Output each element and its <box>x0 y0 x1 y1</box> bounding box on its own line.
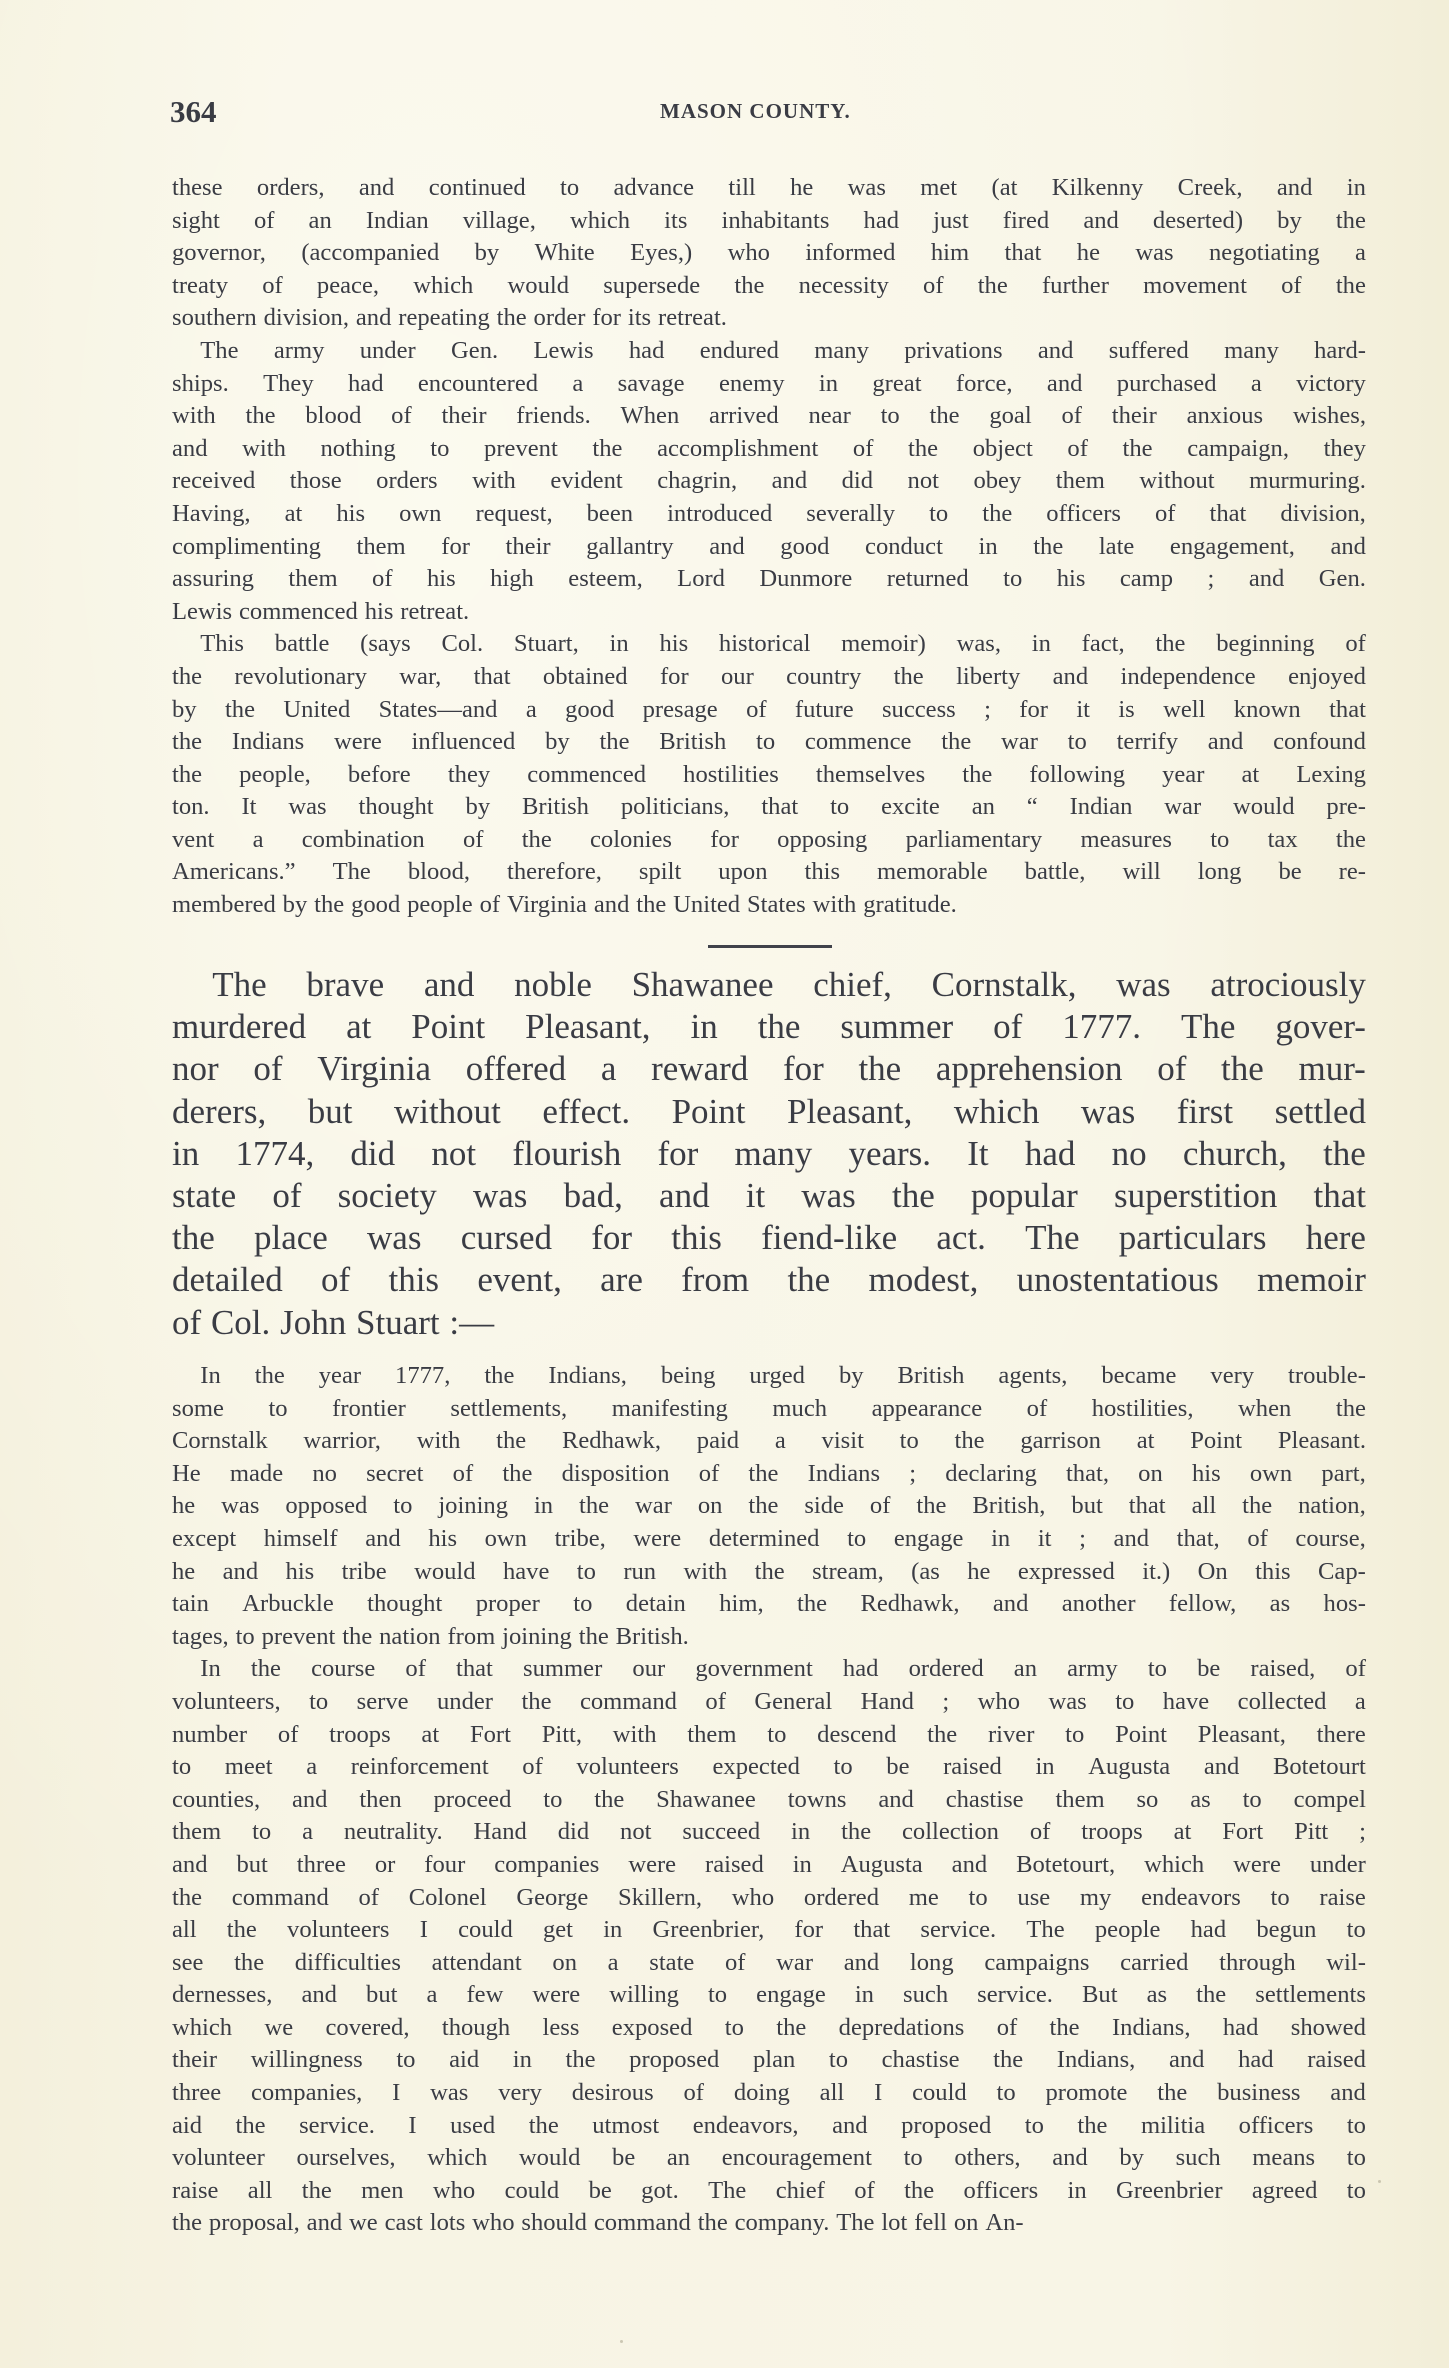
text-line: and but three or four companies were raised in Augusta and Botetourt, which were under <box>172 1850 1366 1878</box>
text-line: the people, before they commenced hostilities themselves the following year at Lexing <box>172 760 1366 788</box>
text-line: volunteer ourselves, which would be an encouragement to others, and by such means to <box>172 2144 1366 2172</box>
text-line: derers, but without effect. Point Pleasant, which was first settled <box>172 1091 1366 1131</box>
text-line: counties, and then proceed to the Shawanee towns and chastise them so as to compel <box>172 1785 1366 1813</box>
running-head <box>170 96 1366 128</box>
text-line: nor of Virginia offered a reward for the apprehension of the mur- <box>172 1049 1366 1089</box>
text-line: membered by the good people of Virginia and the United States with gratitude. <box>172 891 957 919</box>
text-line: them to a neutrality. Hand did not succeed in the collection of troops at Fort Pitt ; <box>172 1818 1366 1846</box>
text-line: the revolutionary war, that obtained for our country the liberty and independence enjoyed <box>172 662 1366 690</box>
text-line: raise all the men who could be got. The chief of the officers in Greenbrier agreed to <box>172 2176 1366 2204</box>
text-line: which we covered, though less exposed to the depredations of the Indians, had showed <box>172 2013 1366 2041</box>
section-cornstalk-intro <box>172 964 1366 1344</box>
text-line: volunteers, to serve under the command of General Hand ; who was to have collected a <box>172 1687 1366 1715</box>
text-line: Lewis commenced his retreat. <box>172 597 470 625</box>
section-divider-rule <box>708 945 832 948</box>
text-line: he and his tribe would have to run with the stream, (as he expressed it.) On this Cap- <box>172 1557 1366 1585</box>
text-line: the Indians were influenced by the British to commence the war to terrify and confound <box>172 728 1366 756</box>
paragraph <box>172 628 1366 921</box>
text-line: sight of an Indian village, which its inhabitants had just fired and deserted) by the <box>172 206 1366 234</box>
running-title: MASON COUNTY. <box>660 99 851 123</box>
text-line: murdered at Point Pleasant, in the summer of 1777. The gover- <box>172 1007 1366 1047</box>
text-line: he was opposed to joining in the war on the side of the British, but that all the nation, <box>172 1492 1366 1520</box>
text-line: tages, to prevent the nation from joining the British. <box>172 1622 689 1650</box>
text-line: except himself and his own tribe, were determined to engage in it ; and that, of course, <box>172 1524 1366 1552</box>
section-battle-aftermath <box>172 172 1366 922</box>
text-line: Americans.” The blood, therefore, spilt upon this memorable battle, will long be re- <box>172 858 1366 886</box>
text-line: state of society was bad, and it was the popular superstition that <box>172 1175 1366 1215</box>
text-line: In the year 1777, the Indians, being urged by British agents, became very trouble- <box>200 1362 1366 1389</box>
text-line: some to frontier settlements, manifesting much appearance of hostilities, when the <box>172 1394 1366 1422</box>
text-line: treaty of peace, which would supersede the necessity of the further movement of the <box>172 271 1366 299</box>
text-line: ton. It was thought by British politicians, that to excite an “ Indian war would pre- <box>172 793 1366 821</box>
text-line: In the course of that summer our government had ordered an army to be raised, of <box>200 1655 1366 1683</box>
text-line: received those orders with evident chagrin, and did not obey them without murmuring. <box>172 467 1366 495</box>
text-line: the place was cursed for this fiend-like act. The particulars here <box>172 1218 1366 1258</box>
paper-speck <box>620 2340 623 2343</box>
text-line: their willingness to aid in the proposed plan to chastise the Indians, and had raised <box>172 2046 1366 2074</box>
text-line: governor, (accompanied by White Eyes,) who informed him that he was negotiating a <box>172 239 1366 267</box>
text-line: with the blood of their friends. When arrived near to the goal of their anxious wishes, <box>172 402 1366 430</box>
text-line: in 1774, did not flourish for many years. It had no church, the <box>172 1133 1366 1173</box>
text-line: ships. They had encountered a savage enemy in great force, and purchased a victory <box>172 369 1366 397</box>
paragraph <box>172 172 1366 335</box>
section-stuart-memoir <box>172 1360 1366 2240</box>
text-line: The army under Gen. Lewis had endured many privations and suffered many hard- <box>200 336 1366 364</box>
text-line: number of troops at Fort Pitt, with them to descend the river to Point Pleasant, there <box>172 1720 1366 1748</box>
text-line: Cornstalk warrior, with the Redhawk, paid a visit to the garrison at Point Pleasant. <box>172 1427 1366 1455</box>
text-line: tain Arbuckle thought proper to detain him, the Redhawk, and another fellow, as hos- <box>172 1590 1366 1618</box>
text-line: and with nothing to prevent the accomplishment of the object of the campaign, they <box>172 434 1366 462</box>
text-line: these orders, and continued to advance till he was met (at Kilkenny Creek, and in <box>172 174 1366 201</box>
text-line: the command of Colonel George Skillern, who ordered me to use my endeavors to raise <box>172 1883 1366 1911</box>
text-line: to meet a reinforcement of volunteers expected to be raised in Augusta and Botetourt <box>172 1753 1366 1781</box>
page-number: 364 <box>170 94 217 129</box>
text-line: by the United States—and a good presage of future success ; for it is well known that <box>172 695 1366 723</box>
paper-speck <box>1378 2180 1381 2183</box>
paragraph <box>172 335 1366 628</box>
text-line: assuring them of his high esteem, Lord Dunmore returned to his camp ; and Gen. <box>172 565 1366 593</box>
paragraph <box>172 1360 1366 1653</box>
text-line: three companies, I was very desirous of doing all I could to promote the business and <box>172 2079 1366 2107</box>
text-line: all the volunteers I could get in Greenbrier, for that service. The people had begun to <box>172 1916 1366 1944</box>
text-line: see the difficulties attendant on a state of war and long campaigns carried through wil- <box>172 1948 1366 1976</box>
text-line: the proposal, and we cast lots who should command the company. The lot fell on An- <box>172 2209 1024 2237</box>
text-line: He made no secret of the disposition of the Indians ; declaring that, on his own part, <box>172 1459 1366 1487</box>
text-line: dernesses, and but a few were willing to engage in such service. But as the settlements <box>172 1981 1366 2009</box>
text-line: complimenting them for their gallantry and good conduct in the late engagement, and <box>172 532 1366 560</box>
text-line: of Col. John Stuart :— <box>172 1302 495 1342</box>
text-line: The brave and noble Shawanee chief, Cornstalk, was atrociously <box>212 965 1366 1004</box>
paragraph <box>172 1653 1366 2240</box>
text-line: southern division, and repeating the order for its retreat. <box>172 304 727 332</box>
text-line: aid the service. I used the utmost endeavors, and proposed to the militia officers to <box>172 2111 1366 2139</box>
paragraph <box>172 964 1366 1344</box>
text-line: This battle (says Col. Stuart, in his historical memoir) was, in fact, the beginning of <box>200 630 1366 658</box>
text-line: detailed of this event, are from the modest, unostentatious memoir <box>172 1260 1366 1300</box>
text-line: vent a combination of the colonies for opposing parliamentary measures to tax the <box>172 825 1366 853</box>
text-line: Having, at his own request, been introduced severally to the officers of that division, <box>172 499 1366 527</box>
